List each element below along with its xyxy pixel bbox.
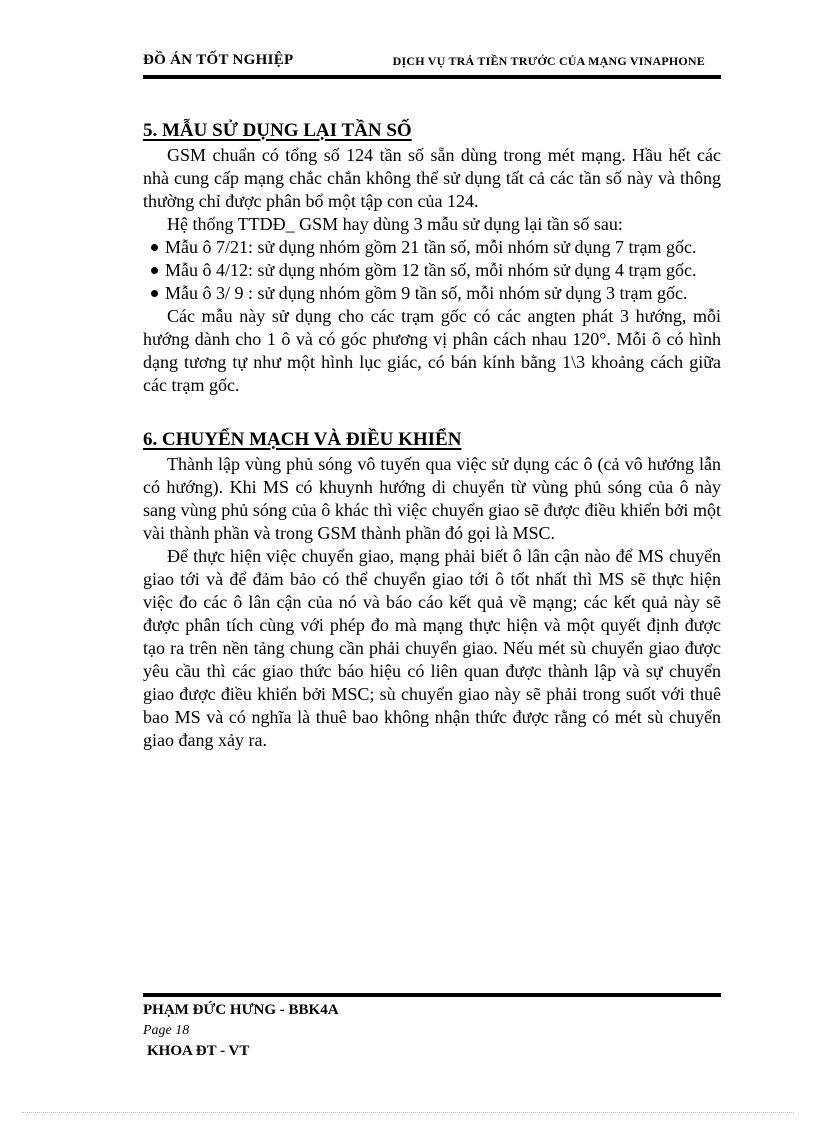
footer-author: PHẠM ĐỨC HƯNG - BBK4A [143,1002,339,1018]
page-bottom-border [22,1112,794,1113]
bullet-icon [151,267,158,274]
bullet-icon [151,244,158,251]
section-spacer [143,397,721,427]
list-item [151,259,721,282]
list-item [151,236,721,259]
section-6-paragraph-1: Thành lập vùng phủ sóng vô tuyến qua việc sử dụng các ô (cả vô hướng lẫn có hướng). Khi MS có khuynh hướng di chuyển từ vùng phủ sóng của ô này sang vùng phủ sóng của ô khác thì việc chuyển giao sẽ được điều khiển bởi một vài thành phần và trong GSM thành phần đó gọi là MSC. [143,454,721,543]
section-6-paragraph-2: Để thực hiện việc chuyển giao, mạng phải biết ô lân cận nào để MS chuyển giao tới và để đảm bảo có thể chuyển giao tới ô tốt nhất thì MS sẽ thực hiện việc đo các ô lân cận của nó và báo cáo kết quả về mạng; các kết quả này sẽ được phân tích cùng với phép đo mà mạng thực hiện và một quyết định được tạo ra trên nền tảng chung cần phải chuyển giao. Nếu mét sù chuyển giao được yêu cầu thì các giao thức báo hiệu có liên quan được thành lập và sự chuyển giao được điều khiển bởi MSC; sù chuyển giao này sẽ phải trong suốt với thuê bao MS và có nghĩa là thuê bao không nhận thức được rằng có mét sù chuyển giao đang xảy ra. [143,546,721,750]
header-thesis-title: ĐỒ ÁN TỐT NGHIỆP [143,52,294,68]
bullet-icon [151,290,158,297]
list-item-text: Mẫu ô 7/21: sử dụng nhóm gồm 21 tần số, mỗi nhóm sử dụng 7 trạm gốc. [165,237,697,257]
page-content [143,118,721,752]
page-footer [143,1000,721,1062]
section-5-paragraph-2: Hệ thống TTDĐ_ GSM hay dùng 3 mẫu sử dụng lại tần số sau: [167,214,623,234]
list-item-text: Mẫu ô 4/12: sử dụng nhóm gồm 12 tần số, mỗi nhóm sử dụng 4 trạm gốc. [165,260,697,280]
header-topic-title: DỊCH VỤ TRẢ TIỀN TRƯỚC CỦA MẠNG VINAPHONE [392,54,705,68]
reuse-pattern-list [143,236,721,305]
section-5-paragraph-3: Các mẫu này sử dụng cho các trạm gốc có các angten phát 3 hướng, mỗi hướng dành cho 1 ô và có góc phương vị phân cách nhau 120°. Mỗi ô có hình dạng tương tự như một hình lục giác, có bán kính bằng 1\3 khoảng cách giữa các trạm gốc. [143,306,721,395]
page-header [143,52,721,72]
list-item-text: Mẫu ô 3/ 9 : sử dụng nhóm gồm 9 tần số, mỗi nhóm sử dụng 3 trạm gốc. [165,283,688,303]
list-item [151,282,721,305]
section-5-paragraph-1: GSM chuẩn có tổng số 124 tần số sẵn dùng trong mét mạng. Hầu hết các nhà cung cấp mạng chắc chắn không thể sử dụng tất cả các tần số này và thông thường chỉ được phân bổ một tập con của 124. [143,145,721,211]
section-6-heading: 6. CHUYỂN MẠCH VÀ ĐIỀU KHIỂN [143,429,462,450]
footer-department: KHOA ĐT - VT [147,1043,250,1059]
section-5-heading: 5. MẪU SỬ DỤNG LẠI TẦN SỐ [143,120,412,141]
footer-rule [143,993,721,997]
header-rule [143,75,721,79]
footer-page-number: Page 18 [143,1023,190,1038]
